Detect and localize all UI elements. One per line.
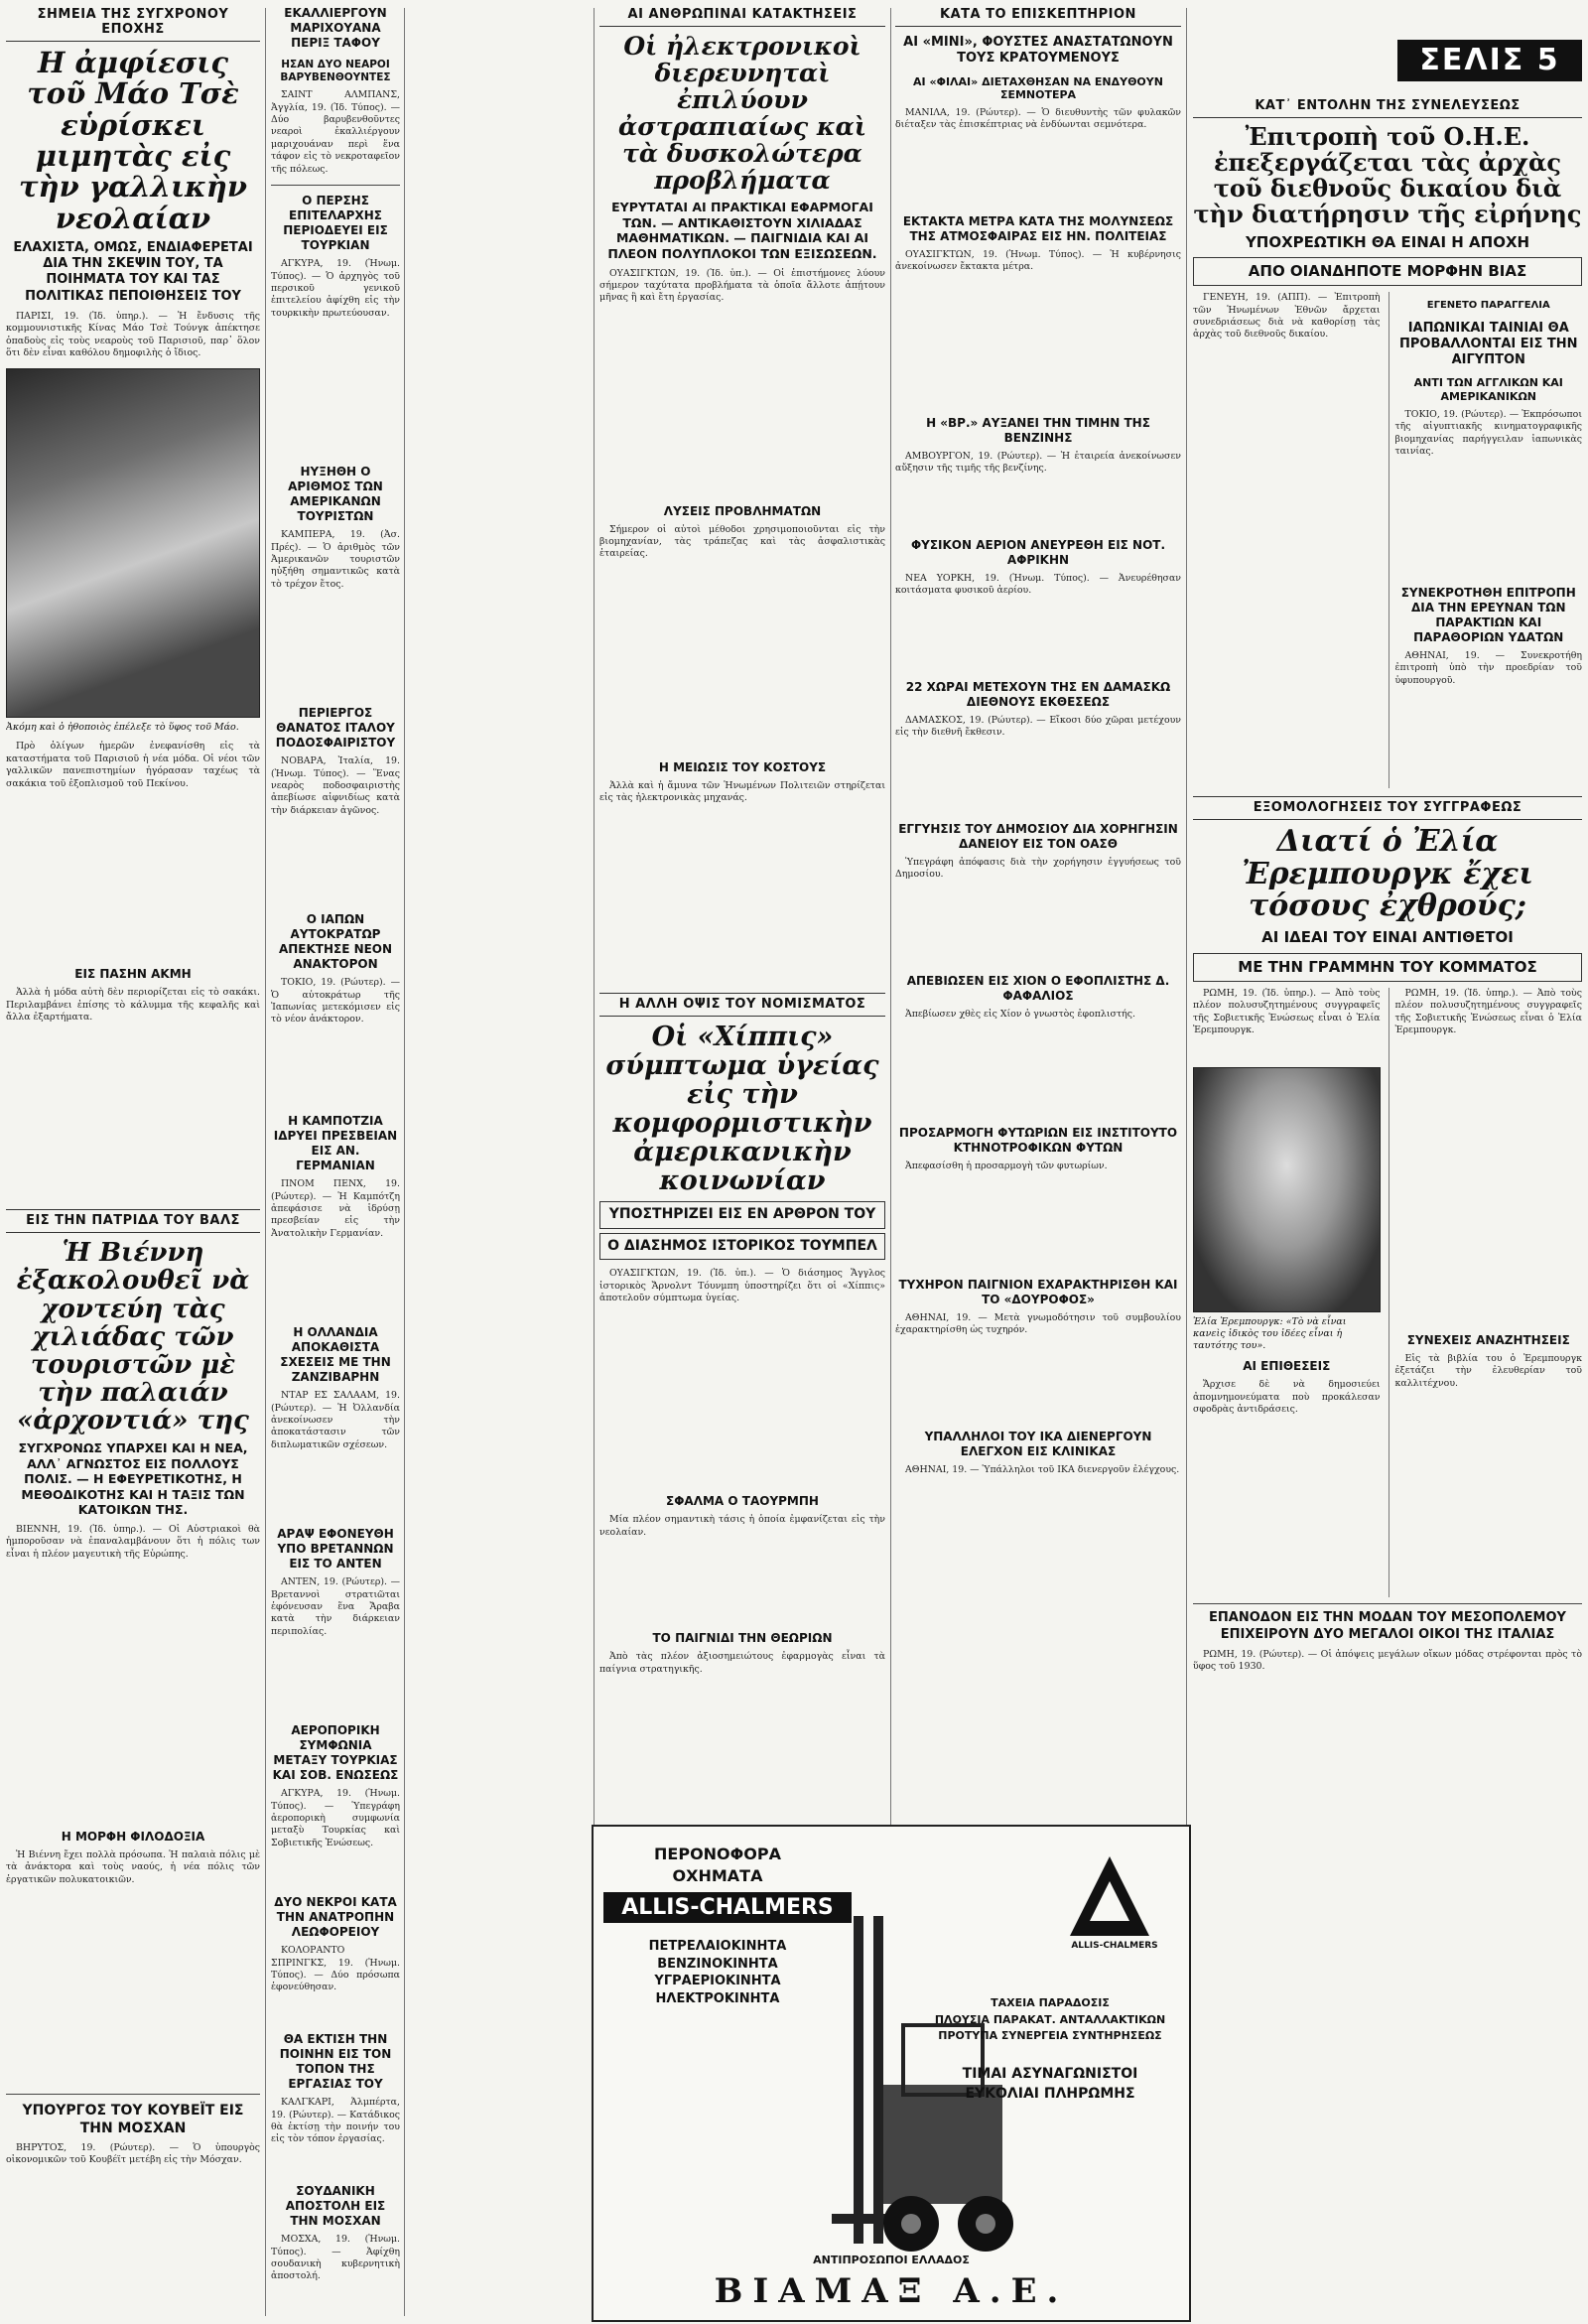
section-kicker: ΣΗΜΕΙΑ ΤΗΣ ΣΥΓΧΡΟΝΟΥ ΕΠΟΧΗΣ (6, 4, 260, 42)
ad-promo-line: ΤΑΧΕΙΑ ΠΑΡΑΔΟΣΙΣ (991, 1996, 1110, 2009)
article-body: ΤΟΚΙΟ, 19. (Ρώυτερ). — Ὁ αὐτοκράτωρ τῆς Ἰαπωνίας μετεκόμισεν εἰς τὸ νέον ἀνάκτορον. (271, 977, 400, 1025)
article-body: ΚΟΛΟΡΑΝΤΟ ΣΠΡΙΝΓΚΣ, 19. (Ἠνωμ. Τύπος). — Δύο πρόσωπα ἐφονεύθησαν. (271, 1945, 400, 1993)
un-article (1193, 292, 1381, 788)
ad-line: ΟΧΗΜΑΤΑ (672, 1866, 763, 1885)
article-body: ΑΘΗΝΑΙ, 19. — Μετὰ γνωμοδότησιν τοῦ συμβουλίου ἐχαρακτηρίσθη ὡς τυχηρόν. (895, 1312, 1181, 1336)
headline-fashion-italy: ΕΠΑΝΟΔΟΝ ΕΙΣ ΤΗΝ ΜΟΔΑΝ ΤΟΥ ΜΕΣΟΠΟΛΕΜΟΥ ΕΠΙΧΕΙΡΟΥΝ ΔΥΟ ΜΕΓΑΛΟΙ ΟΙΚΟΙ ΤΗΣ ΙΤΑΛΙΑΣ (1209, 1610, 1566, 1642)
headline-petrol: Η «ΒΡ.» ΑΥΞΑΝΕΙ ΤΗΝ ΤΙΜΗΝ ΤΗΣ ΒΕΝΖΙΝΗΣ (926, 416, 1150, 445)
article-body: Πρὸ ὀλίγων ἡμερῶν ἐνεφανίσθη εἰς τὰ καταστήματα τοῦ Παρισιοῦ ἡ νέα μόδα. Οἱ νέοι τῶν γαλλικῶν πανεπιστημίων ἠγόρασαν ταχέως τὰ σακάκια τοῦ ἐξοπλισμοῦ τοῦ Πεκίνου. (6, 741, 260, 789)
headline-netherlands: Η ΟΛΛΑΝΔΙΑ ΑΠΟΚΑΘΙΣΤΑ ΣΧΕΣΕΙΣ ΜΕ ΤΗΝ ΖΑΝΖΙΒΑΡΗΝ (280, 1325, 391, 1385)
article-body: Ἄρχισε δὲ νὰ δημοσιεύει ἀπομνημονεύματα ποὺ προκάλεσαν σφοδρὰς ἀντιδράσεις. (1193, 1379, 1381, 1416)
subhead-hippies-b: Ο ΔΙΑΣΗΜΟΣ ΙΣΤΟΡΙΚΟΣ ΤΟΥΜΠΕΛ (599, 1233, 885, 1261)
crosshead: Η ΜΕΙΩΣΙΣ ΤΟΥ ΚΟΣΤΟΥΣ (658, 759, 827, 774)
crosshead: Η ΜΟΡΦΗ ΦΙΛΟΔΟΞΙΑ (61, 1830, 205, 1845)
headline-ehrenburg: Διατί ὁ Ἐλία Ἐρεμπουργκ ἔχει τόσους ἐχθρούς; (1242, 824, 1533, 923)
divider (6, 2094, 260, 2095)
article-body: ΒΙΕΝΝΗ, 19. (Ἰδ. ὑπηρ.). — Οἱ Αὐστριακοὶ θὰ ἠμποροῦσαν νὰ ἐπαναλαμβάνουν ὅτι ἡ πόλις των εἶναι ἡ πλέον μαγευτικὴ τῆς Εὐρώπης. (6, 1524, 260, 1560)
page-number-logo: ΣΕΛΙΣ 5 (1397, 40, 1582, 81)
headline-sentence: ΘΑ ΕΚΤΙΣΗ ΤΗΝ ΠΟΙΝΗΝ ΕΙΣ ΤΟΝ ΤΟΠΟΝ ΤΗΣ ΕΡΓΑΣΙΑΣ ΤΟΥ (279, 2032, 392, 2092)
japan-films-box (1389, 292, 1583, 788)
article-body: Ἀπὸ τὰς πλέον ἀξιοσημειώτους ἐφαρμογὰς εἶναι τὰ παίγνια στρατηγικῆς. (599, 1651, 885, 1675)
article-body: ΝΟΒΑΡΑ, Ἰταλία, 19. (Ἠνωμ. Τύπος). — Ἕνας νεαρὸς ποδοσφαιριστὴς ἀπεβίωσε αἰφνιδίως κατὰ τὴν διάρκειαν ἀγῶνος. (271, 755, 400, 816)
article-body: ΚΑΜΠΕΡΑ, 19. (Ἀσ. Πρές). — Ὁ ἀριθμὸς τῶν Ἀμερικανῶν τουριστῶν ηὐξήθη σημαντικῶς κατὰ τὸ τρέχον ἔτος. (271, 529, 400, 590)
headline-loan: ΕΓΓΥΗΣΙΣ ΤΟΥ ΔΗΜΟΣΙΟΥ ΔΙΑ ΧΟΡΗΓΗΣΙΝ ΔΑΝΕΙΟΥ ΕΙΣ ΤΟΝ ΟΑΣΘ (898, 822, 1178, 851)
photo-mao-fashion (6, 368, 260, 718)
headline-persian-chief: Ο ΠΕΡΣΗΣ ΕΠΙΤΕΛΑΡΧΗΣ ΠΕΡΙΟΔΕΥΕΙ ΕΙΣ ΤΟΥΡΚΙΑΝ (283, 194, 388, 253)
subhead-mao: ΕΛΑΧΙΣΤΑ, ΟΜΩΣ, ΕΝΔΙΑΦΕΡΕΤΑΙ ΔΙΑ ΤΗΝ ΣΚΕΨΙΝ ΤΟΥ, ΤΑ ΠΟΙΗΜΑΤΑ ΤΟΥ ΚΑΙ ΤΑΣ ΠΟΛΙΤΙΚΑΣ ΠΕΠΟΙΘΗΣΕΙΣ ΤΟΥ (13, 239, 253, 304)
ad-agent: ΑΝΤΙΠΡΟΣΩΠΟΙ ΕΛΛΑΔΟΣ (813, 2254, 970, 2266)
article-body: ΟΥΑΣΙΓΚΤΩΝ, 19. (Ἰδ. ὑπ.). — Οἱ ἐπιστήμονες λύουν σήμερον ταχύτατα προβλήματα τὰ ὁποῖα ἄλλοτε ἀπῄτουν μῆνας ἢ καὶ ἔτη ἐργασίας. (599, 267, 885, 304)
photo-caption: Ἀκόμη καὶ ὁ ἠθοποιὸς ἐπέλεξε τὸ ὕφος τοῦ Μάο. (6, 721, 239, 733)
headline-footballer: ΠΕΡΙΕΡΓΟΣ ΘΑΝΑΤΟΣ ΙΤΑΛΟΥ ΠΟΔΟΣΦΑΙΡΙΣΤΟΥ (275, 706, 396, 751)
headline-shipowner: ΑΠΕΒΙΩΣΕΝ ΕΙΣ ΧΙΟΝ Ο ΕΦΟΠΛΙΣΤΗΣ Δ. ΦΑΦΑΛΙΟΣ (906, 974, 1170, 1003)
article-body: ΑΝΤΕΝ, 19. (Ρώυτερ). — Βρεταννοὶ στρατιῶται ἐφόνευσαν ἕνα Ἄραβα κατὰ τὴν διάρκειαν περιπολίας. (271, 1576, 400, 1637)
ad-promo-line: ΤΙΜΑΙ ΑΣΥΝΑΓΩΝΙΣΤΟΙ (962, 2066, 1138, 2082)
headline-ika: ΥΠΑΛΛΗΛΟΙ ΤΟΥ ΙΚΑ ΔΙΕΝΕΡΓΟΥΝ ΕΛΕΓΧΟΝ ΕΙΣ ΚΛΙΝΙΚΑΣ (924, 1430, 1152, 1458)
ad-type: ΠΕΤΡΕΛΑΙΟΚΙΝΗΤΑ (648, 1939, 787, 1954)
article-body: ΡΩΜΗ, 19. (Ρώυτερ). — Οἱ ἀπόψεις μεγάλων οἴκων μόδας στρέφονται πρὸς τὸ ὕφος τοῦ 1930. (1193, 1648, 1582, 1673)
headline-bus-accident: ΔΥΟ ΝΕΚΡΟΙ ΚΑΤΑ ΤΗΝ ΑΝΑΤΡΟΠΗΝ ΛΕΩΦΟΡΕΙΟΥ (274, 1895, 397, 1940)
ad-type: ΒΕΝΖΙΝΟΚΙΝΗΤΑ (657, 1956, 778, 1972)
un-row (1193, 292, 1582, 788)
headline-mini-skirts: ΑΙ «ΜΙΝΙ», ΦΟΥΣΤΕΣ ΑΝΑΣΤΑΤΩΝΟΥΝ ΤΟΥΣ ΚΡΑΤΟΥΜΕΝΟΥΣ (903, 35, 1173, 67)
subhead-mini-skirts: ΑΙ «ΦΙΛΑΙ» ΔΙΕΤΑΧΘΗΣΑΝ ΝΑ ΕΝΔΥΘΟΥΝ ΣΕΜΝΟΤΕΡΑ (913, 74, 1163, 102)
article-body: Ἀλλὰ ἡ μόδα αὐτὴ δὲν περιορίζεται εἰς τὸ σακάκι. Περιλαμβάνει ἐπίσης τὸ κάλυμμα τῆς κεφαλῆς καὶ ἄλλα ἐξαρτήματα. (6, 987, 260, 1024)
headline-nurseries: ΠΡΟΣΑΡΜΟΓΗ ΦΥΤΩΡΙΩΝ ΕΙΣ ΙΝΣΤΙΤΟΥΤΟ ΚΤΗΝΟΤΡΟΦΙΚΩΝ ΦΥΤΩΝ (898, 1126, 1178, 1155)
article-body: Ὑπεγράφη ἀπόφασις διὰ τὴν χορήγησιν ἐγγυήσεως τοῦ Δημοσίου. (895, 857, 1181, 881)
section-kicker: ΚΑΤΑ ΤΟ ΕΠΙΣΚΕΠΤΗΡΙΟΝ (895, 4, 1181, 27)
article-body: ΓΕΝΕΥΗ, 19. (ΑΠΠ). — Ἐπιτροπὴ τῶν Ἡνωμένων Ἐθνῶν ἄρχεται συνεδριάσεως διὰ νὰ καθορίσῃ τὰς ἀρχὰς τοῦ διεθνοῦς δικαίου. (1193, 292, 1381, 341)
headline-japan-palace: Ο ΙΑΠΩΝ ΑΥΤΟΚΡΑΤΩΡ ΑΠΕΚΤΗΣΕ ΝΕΟΝ ΑΝΑΚΤΟΡΟΝ (278, 912, 393, 972)
article-body: ΑΘΗΝΑΙ, 19. — Ὑπάλληλοι τοῦ ΙΚΑ διενεργοῦν ἐλέγχους. (905, 1464, 1180, 1475)
ad-type: ΥΓΡΑΕΡΙΟΚΙΝΗΤΑ (654, 1974, 781, 1989)
article-body: ΚΑΛΓΚΑΡΙ, Ἀλμπέρτα, 19. (Ρώυτερ). — Κατάδικος θὰ ἐκτίσῃ τὴν ποινήν του εἰς τὸν τόπον ἐργασίας. (271, 2097, 400, 2145)
ehrenburg-left (1193, 988, 1381, 1598)
article-body: ΑΜΒΟΥΡΓΟΝ, 19. (Ρώυτερ). — Ἡ ἑταιρεία ἀνεκοίνωσεν αὔξησιν τῆς τιμῆς τῆς βενζίνης. (895, 451, 1181, 475)
headline-damascus-fair: 22 ΧΩΡΑΙ ΜΕΤΕΧΟΥΝ ΤΗΣ ΕΝ ΔΑΜΑΣΚΩ ΔΙΕΘΝΟΥΣ ΕΚΘΕΣΕΩΣ (905, 680, 1171, 709)
ad-brand: ALLIS-CHALMERS (603, 1892, 852, 1923)
article-body: Ἀλλὰ καὶ ἡ ἄμυνα τῶν Ἡνωμένων Πολιτειῶν στηρίζεται εἰς τὰς ἠλεκτρονικὰς μηχανάς. (599, 779, 885, 803)
section-kicker: ΚΑΤ᾽ ΕΝΤΟΛΗΝ ΤΗΣ ΣΥΝΕΛΕΥΣΕΩΣ (1193, 95, 1582, 118)
headline-air-agreement: ΑΕΡΟΠΟΡΙΚΗ ΣΥΜΦΩΝΙΑ ΜΕΤΑΞΥ ΤΟΥΡΚΙΑΣ ΚΑΙ ΣΟΒ. ΕΝΩΣΕΩΣ (272, 1723, 399, 1783)
section-kicker: ΕΞΟΜΟΛΟΓΗΣΕΙΣ ΤΟΥ ΣΥΓΓΡΑΦΕΩΣ (1193, 796, 1582, 820)
subhead-ehrenburg-1: ΑΙ ΙΔΕΑΙ ΤΟΥ ΕΙΝΑΙ ΑΝΤΙΘΕΤΟΙ (1261, 928, 1514, 947)
headline-un: Ἐπιτροπὴ τοῦ Ο.Η.Ε. ἐπεξεργάζεται τὰς ἀρχὰς τοῦ διεθνοῦς δικαίου διὰ τὴν διατήρησιν τῆς εἰρήνης (1193, 122, 1582, 228)
headline-marijuana: ΕΚΑΛΛΙΕΡΓΟΥΝ ΜΑΡΙΧΟΥΑΝΑ ΠΕΡΙΞ ΤΑΦΟΥ (284, 6, 387, 50)
ad-company: ΒΙΑΜΑΞ Α.Ε. (714, 2271, 1069, 2311)
column-3 (599, 0, 885, 1817)
article-body: ΜΑΝΙΛΑ, 19. (Ρώυτερ). — Ὁ διευθυντὴς τῶν φυλακῶν διέταξεν τὰς ἐπισκέπτριας νὰ ἐνδύωνται σεμνότερα. (895, 107, 1181, 131)
column-2 (271, 0, 400, 2318)
photo-ehrenburg (1193, 1067, 1381, 1312)
section-kicker: ΕΙΣ ΤΗΝ ΠΑΤΡΙΔΑ ΤΟΥ ΒΑΛΣ (6, 1209, 260, 1233)
article-body: ΡΩΜΗ, 19. (Ἰδ. ὑπηρ.). — Ἀπὸ τοὺς πλέον πολυσυζητημένους συγγραφεῖς τῆς Σοβιετικῆς Ἑνώσεως εἶναι ὁ Ἐλία Ἐρεμπουργκ. (1193, 987, 1381, 1036)
ad-line: ΠΕΡΟΝΟΦΟΡΑ (654, 1845, 781, 1863)
subhead-hippies-a: ΥΠΟΣΤΗΡΙΖΕΙ ΕΙΣ ΕΝ ΑΡΘΡΟΝ ΤΟΥ (599, 1201, 885, 1229)
article-body: Ἀπεφασίσθη ἡ προσαρμογὴ τῶν φυτωρίων. (905, 1161, 1108, 1171)
article-body: Ἡ Βιέννη ἔχει πολλὰ πρόσωπα. Ἡ παλαιὰ πόλις μὲ τὰ ἀνάκτορα καὶ τοὺς ναούς, ἡ νέα πόλις τῶν ἐργατικῶν πολυκατοικιῶν. (6, 1849, 260, 1885)
article-body: ΑΓΚΥΡΑ, 19. (Ἠνωμ. Τύπος). — Ὑπεγράφη ἀεροπορικὴ συμφωνία μεταξὺ Τουρκίας καὶ Σοβιετικῆς Ἑνώσεως. (271, 1788, 400, 1848)
headline-japan-films: ΙΑΠΩΝΙΚΑΙ ΤΑΙΝΙΑΙ ΘΑ ΠΡΟΒΑΛΛΟΝΤΑΙ ΕΙΣ ΤΗΝ ΑΙΓΥΠΤΟΝ (1398, 320, 1578, 368)
column-1 (6, 0, 260, 2318)
article-body: ΠΝΟΜ ΠΕΝΧ, 19. (Ρώυτερ). — Ἡ Καμπότζη ἀπεφάσισε νὰ ἱδρύσῃ πρεσβείαν εἰς τὴν Ἀνατολικὴν Γερμανίαν. (271, 1178, 400, 1239)
subhead-vienna: ΣΥΓΧΡΟΝΩΣ ΥΠΑΡΧΕΙ ΚΑΙ Η ΝΕΑ, ΑΛΛ᾽ ΑΓΝΩΣΤΟΣ ΕΙΣ ΠΟΛΛΟΥΣ ΠΟΛΙΣ. — Η ΕΦΕΥΡΕΤΙΚΟΤΗΣ, Η ΜΕΘΟΔΙΚΟΤΗΣ ΚΑΙ Η ΤΑΞΙΣ ΤΩΝ ΚΑΤΟΙΚΩΝ ΤΗΣ. (18, 1439, 248, 1518)
subhead-ehrenburg-2: ΜΕ ΤΗΝ ΓΡΑΜΜΗΝ ΤΟΥ ΚΟΜΜΑΤΟΣ (1193, 953, 1582, 982)
section-kicker: ΕΓΕΝΕΤΟ ΠΑΡΑΓΓΕΛΙΑ (1426, 300, 1550, 312)
article-body: ΠΑΡΙΣΙ, 19. (Ἰδ. ὑπηρ.). — Ἡ ἔνδυσις τῆς κομμουνιστικῆς Κίνας Μάο Τσὲ Τούνγκ ἀπέκτησε ὀπαδοὺς εἰς τοὺς νεαροὺς τοῦ Παρισιοῦ, παρ᾽ ὅλον ὅτι δὲν εἶναι καθόλου δημοφιλὴς ὁ ἴδιος. (6, 310, 260, 359)
article-body: ΝΕΑ ΥΟΡΚΗ, 19. (Ἠνωμ. Τύπος). — Ἀνευρέθησαν κοιτάσματα φυσικοῦ ἀερίου. (895, 573, 1181, 597)
article-body: ΣΑΙΝΤ ΑΛΜΠΑΝΣ, Ἀγγλία, 19. (Ἰδ. Τύπος). — Δύο βαρυβενθοῦντες νεαροὶ ἐκαλλιέργουν μαριχουάναν περὶ ἕνα τάφον εἰς τὸ νεκροταφεῖον τῆς πόλεως. (271, 89, 400, 175)
article-body: ΜΟΣΧΑ, 19. (Ἠνωμ. Τύπος). — Ἀφίχθη σουδανικὴ κυβερνητικὴ ἀποστολή. (271, 2234, 400, 2282)
headline-hippies: Οἱ «Χίππις» σύμπτωμα ὑγείας εἰς τὴν κομφορμιστικὴν ἀμερικανικὴν κοινωνίαν (605, 1021, 879, 1197)
crosshead: ΕΙΣ ΠΑΣΗΝ ΑΚΜΗ (74, 967, 192, 982)
subhead-un-1: ΥΠΟΧΡΕΩΤΙΚΗ ΘΑ ΕΙΝΑΙ Η ΑΠΟΧΗ (1245, 232, 1530, 251)
headline-pollution: ΕΚΤΑΚΤΑ ΜΕΤΡΑ ΚΑΤΑ ΤΗΣ ΜΟΛΥΝΣΕΩΣ ΤΗΣ ΑΤΜΟΣΦΑΙΡΑΣ ΕΙΣ ΗΝ. ΠΟΛΙΤΕΙΑΣ (902, 214, 1174, 243)
ad-promo-line: ΕΥΚΟΛΙΑΙ ΠΛΗΡΩΜΗΣ (965, 2085, 1135, 2102)
subhead-marijuana: ΗΣΑΝ ΔΥΟ ΝΕΑΡΟΙ ΒΑΡΥΒΕΝΘΟΥΝΤΕΣ (280, 59, 391, 84)
article-body: Εἰς τὰ βιβλία του ὁ Ἐρεμπουργκ ἐξετάζει τὴν ἐλευθερίαν τοῦ καλλιτέχνου. (1394, 1352, 1582, 1389)
headline-coastal-waters: ΣΥΝΕΚΡΟΤΗΘΗ ΕΠΙΤΡΟΠΗ ΔΙΑ ΤΗΝ ΕΡΕΥΝΑΝ ΤΩΝ ΠΑΡΑΚΤΙΩΝ ΚΑΙ ΠΑΡΑΘΟΡΙΩΝ ΥΔΑΤΩΝ (1400, 585, 1576, 644)
crosshead: ΣΦΑΛΜΑ Ο ΤΑΟΥΡΜΠΗ (666, 1494, 819, 1509)
article-body: ΤΟΚΙΟ, 19. (Ρώυτερ). — Ἐκπρόσωποι τῆς αἰγυπτιακῆς κινηματογραφικῆς βιομηχανίας παρήγγειλαν ἰαπωνικὰς ταινίας. (1394, 408, 1582, 458)
article-body: ΟΥΑΣΙΓΚΤΩΝ, 19. (Ἠνωμ. Τύπος). — Ἡ κυβέρνησις ἀνεκοίνωσεν ἔκτακτα μέτρα. (895, 249, 1181, 273)
ad-type: ΗΛΕΚΤΡΟΚΙΝΗΤΑ (655, 1990, 780, 2006)
headline-sudan: ΣΟΥΔΑΝΙΚΗ ΑΠΟΣΤΟΛΗ ΕΙΣ ΤΗΝ ΜΟΣΧΑΝ (285, 2184, 386, 2229)
article-body: ΟΥΑΣΙΓΚΤΩΝ, 19. (Ἰδ. ὑπ.). — Ὁ διάσημος Ἄγγλος ἱστορικὸς Ἄρνολντ Τόυνμπη ὑποστηρίζει ὅτι οἱ «Χίππις» ἀποτελοῦν σύμπτωμα ὑγείας. (599, 1268, 885, 1304)
ehrenburg-row (1193, 988, 1582, 1598)
headline-mao: Η ἀμφίεσις τοῦ Μάο Τσὲ εὑρίσκει μιμητὰς εἰς τὴν γαλλικὴν νεολαίαν (19, 46, 247, 235)
column-rule (594, 8, 595, 1825)
column-4 (895, 0, 1181, 1817)
column-rule (890, 8, 891, 1825)
ad-terms (921, 2065, 1179, 2104)
article-body: ΑΓΚΥΡΑ, 19. (Ἠνωμ. Τύπος). — Ὁ ἀρχηγὸς τοῦ περσικοῦ γενικοῦ ἐπιτελείου ἀφίχθη εἰς τὴν τουρκικὴν πρωτεύουσαν. (271, 258, 400, 319)
headline-kuwait: ΥΠΟΥΡΓΟΣ ΤΟΥ ΚΟΥΒΕΪΤ ΕΙΣ ΤΗΝ ΜΟΣΧΑΝ (22, 2103, 244, 2136)
column-rule (404, 8, 405, 2316)
headline-game: ΤΥΧΗΡΟΝ ΠΑΙΓΝΙΟΝ ΕΧΑΡΑΚΤΗΡΙΣΘΗ ΚΑΙ ΤΟ «ΔΟΥΡΟΦΟΣ» (898, 1278, 1178, 1306)
advertisement-allis-chalmers (592, 1825, 1191, 2322)
headline-cambodia: Η ΚΑΜΠΟΤΖΙΑ ΙΔΡΥΕΙ ΠΡΕΣΒΕΙΑΝ ΕΙΣ ΑΝ. ΓΕΡΜΑΝΙΑΝ (273, 1114, 398, 1173)
photo-caption: Ἐλία Ἐρεμπουργκ: «Τὸ νὰ εἶναι κανεὶς ἰδικὸς του ἰδέες εἶναι ἡ ταυτότης του». (1193, 1315, 1347, 1351)
crosshead: ΛΥΣΕΙΣ ΠΡΟΒΛΗΜΑΤΩΝ (663, 503, 822, 518)
ad-types (603, 1938, 832, 2007)
section-kicker: Η ΑΛΛΗ ΟΨΙΣ ΤΟΥ ΝΟΜΙΣΜΑΤΟΣ (599, 993, 885, 1017)
divider (271, 185, 400, 186)
article-body: ΝΤΑΡ ΕΣ ΣΑΛΑΑΜ, 19. (Ρώυτερ). — Ἡ Ὀλλανδία ἀνεκοίνωσεν τὴν ἀποκατάστασιν τῶν διπλωματικῶν σχέσεων. (271, 1390, 400, 1450)
article-body: ΒΗΡΥΤΟΣ, 19. (Ρώυτερ). — Ὁ ὑπουργὸς οἰκονομικῶν τοῦ Κουβέϊτ μετέβη εἰς τὴν Μόσχαν. (6, 2142, 260, 2166)
ad-promo-line: ΠΡΟΤΥΠΑ ΣΥΝΕΡΓΕΙΑ ΣΥΝΤΗΡΗΣΕΩΣ (938, 2029, 1162, 2042)
article-body: ΔΑΜΑΣΚΟΣ, 19. (Ρώυτερ). — Εἴκοσι δύο χῶραι μετέχουν εἰς τὴν διεθνῆ ἔκθεσιν. (895, 715, 1181, 739)
headline-computers: Οἱ ἠλεκτρονικοὶ διερευνηταὶ ἐπιλύουν ἀστραπιαίως καὶ τὰ δυσκολώτερα προβλήματα (618, 32, 866, 195)
headline-aden: ΑΡΑΨ ΕΦΟΝΕΥΘΗ ΥΠΟ ΒΡΕΤΑΝΝΩΝ ΕΙΣ ΤΟ ΑΝΤΕΝ (277, 1527, 394, 1572)
crosshead: ΑΙ ΕΠΙΘΕΣΕΙΣ (1243, 1359, 1331, 1374)
ad-promo-line: ΠΛΟΥΣΙΑ ΠΑΡΑΚΑΤ. ΑΝΤΑΛΛΑΚΤΙΚΩΝ (934, 2012, 1166, 2026)
article-body: Σήμερον οἱ αὐτοὶ μέθοδοι χρησιμοποιοῦνται εἰς τὴν βιομηχανίαν, τὰς τράπεζας καὶ τὰς ἀσφαλιστικὰς ἑταιρείας. (599, 523, 885, 560)
divider (1193, 1603, 1582, 1604)
article-body: ΑΘΗΝΑΙ, 19. — Συνεκροτήθη ἐπιτροπὴ ὑπὸ τὴν προεδρίαν τοῦ ὑφυπουργοῦ. (1394, 649, 1582, 686)
crosshead: ΣΥΝΕΧΕΙΣ ΑΝΑΖΗΤΗΣΕΙΣ (1406, 1332, 1570, 1347)
article-body: Ἀπεβίωσεν χθὲς εἰς Χίον ὁ γνωστὸς ἐφοπλιστής. (905, 1009, 1135, 1020)
article-body: Μία πλέον σημαντικὴ τάσις ἡ ὁποία ἐμφανίζεται εἰς τὴν νεολαίαν. (599, 1514, 885, 1538)
headline-natural-gas: ΦΥΣΙΚΟΝ ΑΕΡΙΟΝ ΑΝΕΥΡΕΘΗ ΕΙΣ ΝΟΤ. ΑΦΡΙΚΗΝ (910, 538, 1166, 567)
section-kicker: ΑΙ ΑΝΘΡΩΠΙΝΑΙ ΚΑΤΑΚΤΗΣΕΙΣ (599, 4, 885, 27)
crosshead: ΤΟ ΠΑΙΓΝΙΔΙ ΤΗΝ ΘΕΩΡΙΩΝ (652, 1631, 833, 1646)
column-rule (265, 8, 266, 2316)
article-body: ΡΩΜΗ, 19. (Ἰδ. ὑπηρ.). — Ἀπὸ τοὺς πλέον πολυσυζητημένους συγγραφεῖς τῆς Σοβιετικῆς Ἑνώσεως εἶναι ὁ Ἐλία Ἐρεμπουργκ. (1394, 987, 1582, 1036)
subhead-computers: ΕΥΡΥΤΑΤΑΙ ΑΙ ΠΡΑΚΤΙΚΑΙ ΕΦΑΡΜΟΓΑΙ ΤΩΝ. — ΑΝΤΙΚΑΘΙΣΤΟΥΝ ΧΙΛΙΑΔΑΣ ΜΑΘΗΜΑΤΙΚΩΝ. — ΠΑΙΓΝΙΔΙΑ ΚΑΙ ΑΙ ΠΛΕΟΝ ΠΟΛΥΠΛΟΚΟΙ ΤΩΝ ΕΞΙΣΩΣΕΩΝ. (607, 200, 877, 261)
ad-promo (921, 1995, 1179, 2045)
subhead-japan-films: ΑΝΤΙ ΤΩΝ ΑΓΓΛΙΚΩΝ ΚΑΙ ΑΜΕΡΙΚΑΝΙΚΩΝ (1413, 376, 1563, 404)
column-5 (1193, 91, 1582, 2315)
headline-tourists: ΗΥΞΗΘΗ Ο ΑΡΙΘΜΟΣ ΤΩΝ ΑΜΕΡΙΚΑΝΩΝ ΤΟΥΡΙΣΤΩΝ (288, 465, 383, 524)
headline-vienna: Ἡ Βιέννη ἐξακολουθεῖ νὰ χοντεύη τὰς χιλιάδας τῶν τουριστῶν μὲ τὴν παλαιάν «ἀρχοντιά» της (16, 1238, 250, 1435)
ad-logo-label: ALLIS-CHALMERS (1071, 1941, 1158, 1951)
subhead-un-2: ΑΠΟ ΟΙΑΝΔΗΠΟΤΕ ΜΟΡΦΗΝ ΒΙΑΣ (1193, 257, 1582, 286)
ehrenburg-right (1389, 988, 1583, 1598)
